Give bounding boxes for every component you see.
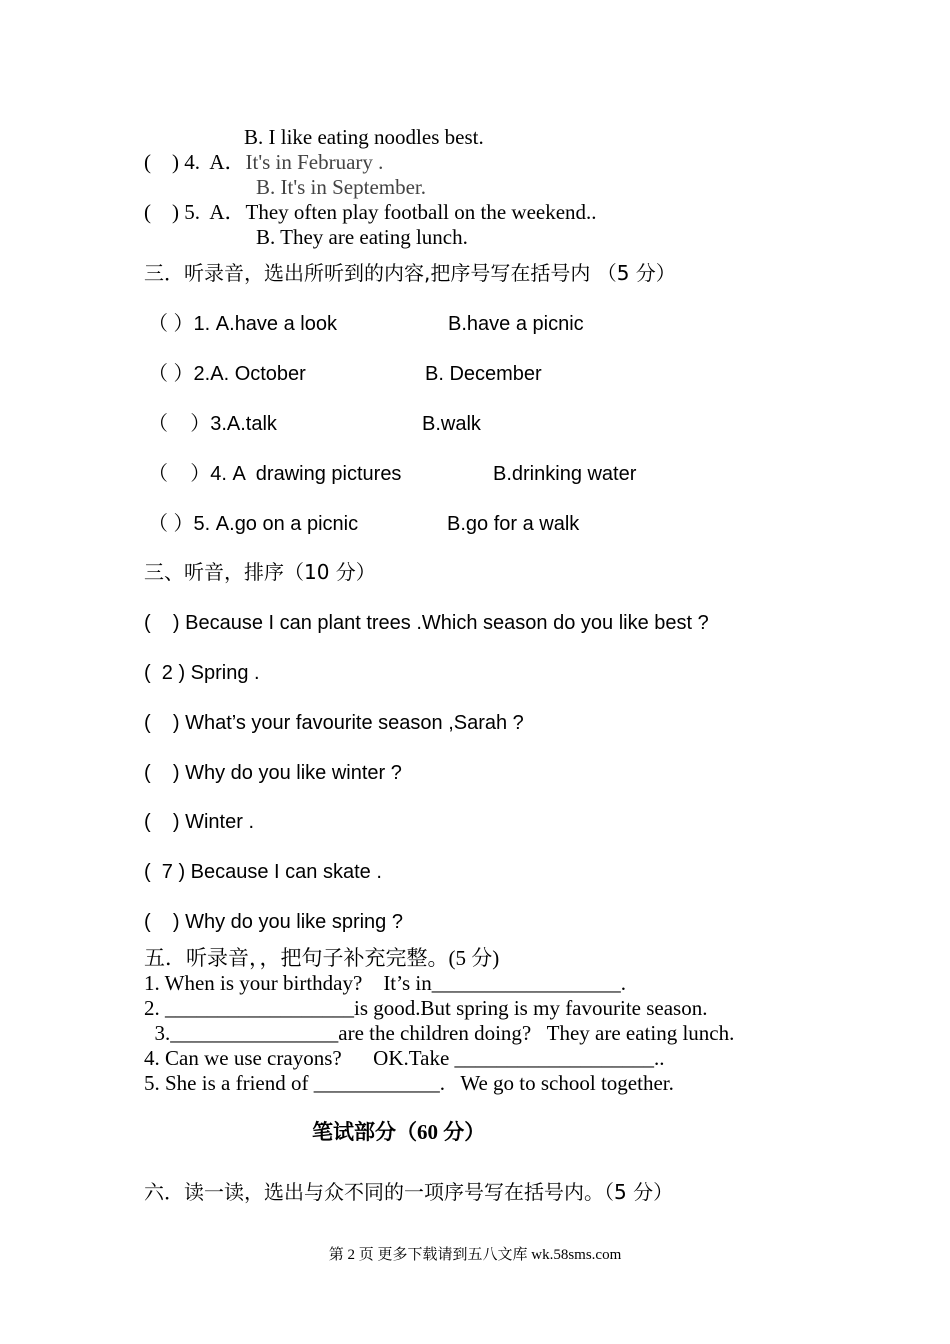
listen-choose-item-2-b: B. December	[425, 363, 542, 385]
q4-option-a-text: It's in February .	[245, 150, 384, 174]
listen-choose-item-4-b: B.drinking water	[493, 463, 637, 485]
fill-item-2: 2. __________________is good.But spring is my favourite season.	[144, 996, 708, 1020]
q5-option-a	[144, 202, 597, 223]
fill-item-3: 3.________________are the children doing? They are eating lunch.	[144, 1021, 735, 1045]
listen-choose-item-3-b: B.walk	[422, 413, 481, 435]
order-item-6: ( 7 ) Because I can skate .	[144, 861, 382, 883]
fill-item-1: 1. When is your birthday? It’s in__________________.	[144, 971, 626, 995]
listen-choose-item-1-b: B.have a picnic	[448, 313, 584, 335]
order-item-5: ( ) Winter .	[144, 811, 254, 833]
q5-option-a-text: They often play football on the weekend..	[245, 200, 597, 224]
listen-choose-item-4-a: （ ）4. A drawing pictures	[148, 463, 402, 485]
q4-prefix: ( ) 4. A．	[144, 150, 246, 174]
order-item-1: ( ) Because I can plant trees .Which season do you like best ?	[144, 612, 709, 634]
q5-option-b: B. They are eating lunch.	[256, 225, 468, 249]
order-item-2: ( 2 ) Spring .	[144, 662, 260, 684]
listen-choose-item-1-a: （ ）1. A.have a look	[148, 313, 337, 335]
listen-choose-item-3-a: （ ）3.A.talk	[148, 413, 277, 435]
q5-prefix: ( ) 5. A．	[144, 200, 246, 224]
order-item-3: ( ) What’s your favourite season ,Sarah ?	[144, 712, 524, 734]
q3-option-b: B. I like eating noodles best.	[244, 125, 484, 149]
fill-item-5: 5. She is a friend of ____________. We go to school together.	[144, 1071, 674, 1095]
written-part-title: 笔试部分（60 分）	[312, 1120, 486, 1144]
fill-item-4: 4. Can we use crayons? OK.Take ___________________..	[144, 1046, 665, 1070]
section-fill-title: 五．听录音，，把句子补充完整。(5 分)	[144, 946, 500, 970]
q4-option-a	[144, 152, 383, 173]
page-footer: 第 2 页 更多下载请到五八文库 wk.58sms.com	[328, 1247, 622, 1263]
listen-choose-item-5-b: B.go for a walk	[447, 513, 580, 535]
listen-choose-item-5-a: （ ）5. A.go on a picnic	[148, 513, 359, 535]
section-odd-one-title: 六．读一读，选出与众不同的一项序号写在括号内。（5 分）	[144, 1180, 674, 1204]
section-listen-choose-title: 三．听录音，选出所听到的内容,把序号写在括号内 （5 分）	[144, 261, 676, 285]
section-order-title: 三、听音，排序（10 分）	[144, 560, 376, 584]
order-item-4: ( ) Why do you like winter ?	[144, 762, 402, 784]
order-item-7: ( ) Why do you like spring ?	[144, 911, 403, 933]
q4-option-b: B. It's in September.	[256, 175, 427, 199]
listen-choose-item-2-a: （ ）2.A. October	[148, 363, 306, 385]
